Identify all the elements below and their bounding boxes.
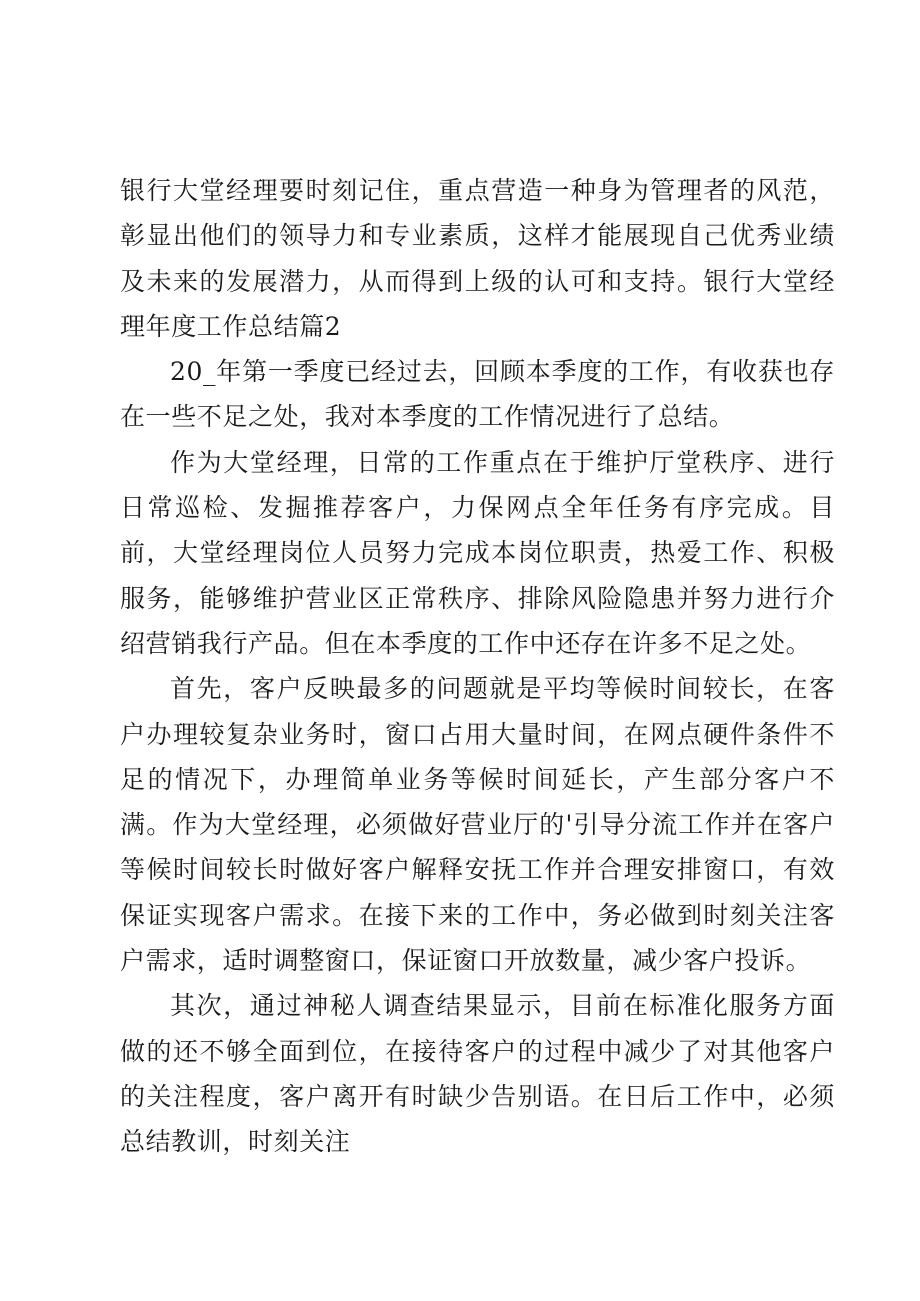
paragraph-5: 其次，通过神秘人调查结果显示，目前在标准化服务方面做的还不够全面到位，在接待客户的过程中减少了对其他客户的关注程度，客户离开有时缺少告别语。在日后工作中，必须总结教训，时刻关注: [120, 991, 835, 1157]
paragraph-1: 银行大堂经理要时刻记住，重点营造一种身为管理者的风范，彰显出他们的领导力和专业素质，这样才能展现自己优秀业绩及未来的发展潜力，从而得到上级的认可和支持。银行大堂经理年度工作总结篇2: [120, 176, 835, 341]
paragraph-3: 作为大堂经理，日常的工作重点在于维护厅堂秩序、进行日常巡检、发掘推荐客户，力保网点全年任务有序完成。目前，大堂经理岗位人员努力完成本岗位职责，热爱工作、积极服务，能够维护营业区正常秩序、排除风险隐患并努力进行介绍营销我行产品。但在本季度的工作中还存在许多不足之处。: [120, 447, 835, 658]
paragraph-4: 首先，客户反映最多的问题就是平均等候时间较长，在客户办理较复杂业务时，窗口占用大量时间，在网点硬件条件不足的情况下，办理简单业务等候时间延长，产生部分客户不满。作为大堂经理，必须做好营业厅的'引导分流工作并在客户等候时间较长时做好客户解释安抚工作并合理安排窗口，有效保证实现客户需求。在接下来的工作中，务必做到时刻关注客户需求，适时调整窗口，保证窗口开放数量，减少客户投诉。: [120, 674, 835, 976]
paragraph-2: 20_年第一季度已经过去，回顾本季度的工作，有收获也存在一些不足之处，我对本季度的工作情况进行了总结。: [120, 357, 835, 432]
document-body: [120, 168, 835, 1165]
